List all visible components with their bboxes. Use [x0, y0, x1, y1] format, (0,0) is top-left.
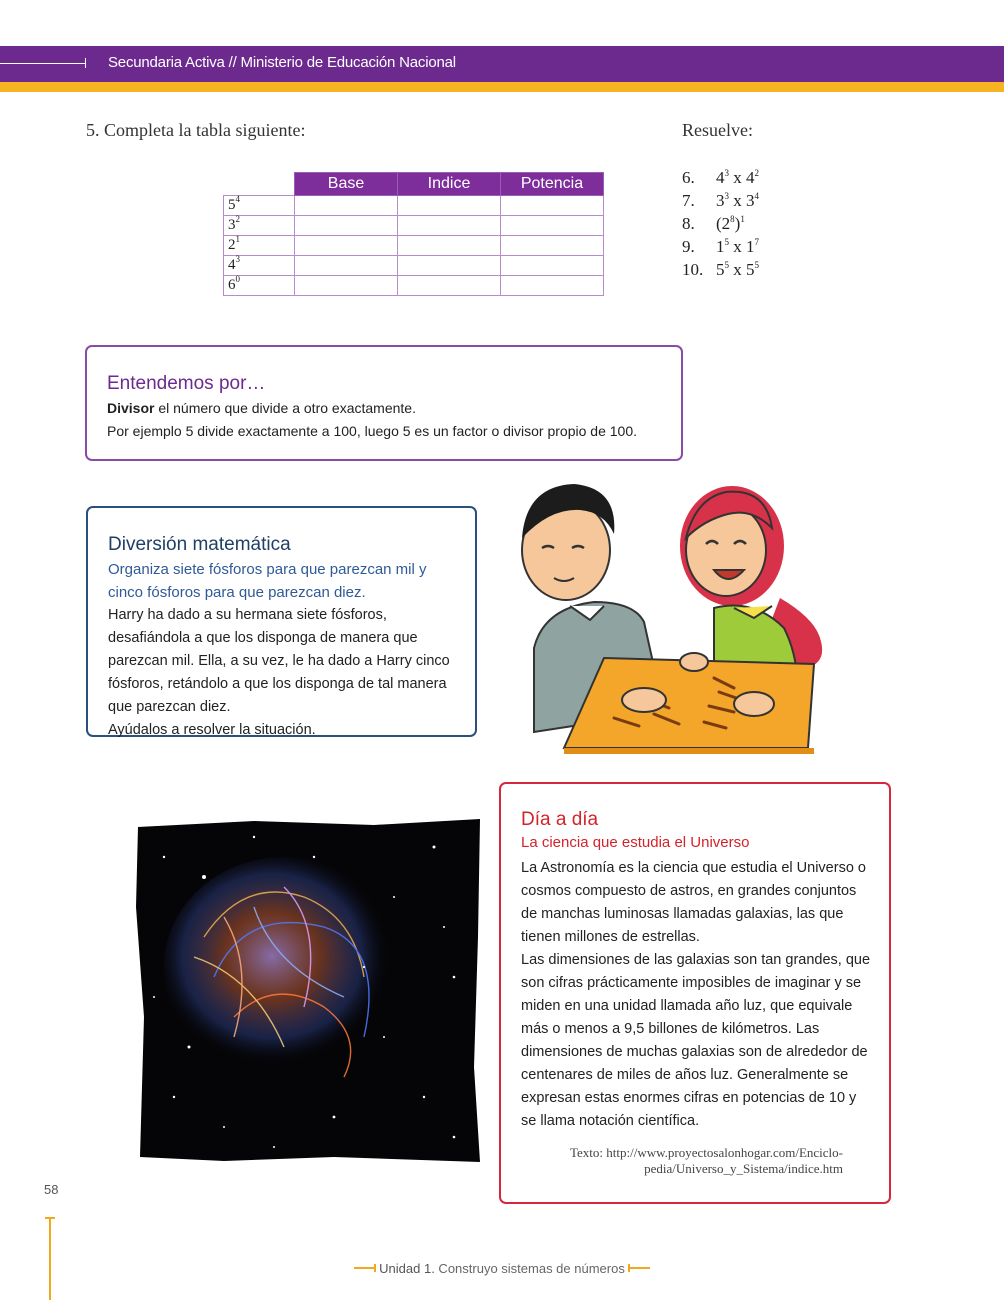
nebula-photo	[134, 817, 482, 1164]
entendemos-definition: Divisor el número que divide a otro exactamente.	[107, 400, 416, 416]
row-power: $3^2$	[224, 216, 295, 236]
page-number: 58	[44, 1182, 59, 1197]
potencia-cell[interactable]	[501, 256, 604, 276]
potencia-cell[interactable]	[501, 236, 604, 256]
table-header-row	[224, 173, 604, 196]
column-header-indice: Indice	[398, 173, 501, 196]
header-accent-stripe	[0, 82, 1004, 92]
table-row	[224, 256, 604, 276]
footer-bar-right	[628, 1267, 650, 1269]
header-title: Secundaria Activa // Ministerio de Educación Nacional	[108, 54, 456, 71]
row-power: $5^4$	[224, 196, 295, 216]
source-citation: Texto: http://www.proyectosalonhogar.com/Enciclo- pedia/Universo_y_Sistema/indice.htm	[570, 1145, 843, 1176]
indice-cell[interactable]	[398, 216, 501, 236]
footer-bar-left	[354, 1267, 376, 1269]
diversion-body: Harry ha dado a su hermana siete fósforos, desafiándola a que los disponga de manera que parezcan mil. Ella, a su vez, le ha dado a Harry cinco fósforos, retándolo a que los disponga de tal manera que parezcan diez. Ayúdalos a resolver la situación.	[108, 607, 450, 738]
list-item: 10. $5^5$ x $5^5$	[682, 260, 759, 279]
table-corner	[224, 173, 295, 196]
potencia-cell[interactable]	[501, 216, 604, 236]
entendemos-example: Por ejemplo 5 divide exactamente a 100, luego 5 es un factor o divisor propio de 100.	[107, 423, 637, 439]
indice-cell[interactable]	[398, 196, 501, 216]
table-row	[224, 236, 604, 256]
column-header-base: Base	[295, 173, 398, 196]
unit-label: Unidad 1.	[379, 1261, 435, 1276]
potencia-cell[interactable]	[501, 276, 604, 296]
unit-title: Construyo sistemas de números	[434, 1261, 625, 1276]
row-power: $6^0$	[224, 276, 295, 296]
base-cell[interactable]	[295, 276, 398, 296]
exercise-5-title: 5. Completa la tabla siguiente:	[86, 120, 306, 140]
potencia-cell[interactable]	[501, 196, 604, 216]
base-cell[interactable]	[295, 216, 398, 236]
base-cell[interactable]	[295, 256, 398, 276]
list-item: 6. $4^3$ x $4^2$	[682, 168, 759, 187]
definition-term: Divisor	[107, 400, 155, 416]
column-header-potencia: Potencia	[501, 173, 604, 196]
table-row	[224, 216, 604, 236]
dia-a-dia-title: Día a día	[521, 809, 599, 830]
paragraph: La Astronomía es la ciencia que estudia el Universo o cosmos compuesto de astros, en grandes conjuntos de manchas luminosas llamadas galaxias, las que tienen millones de estrellas.	[521, 860, 866, 945]
base-cell[interactable]	[295, 196, 398, 216]
row-power: $4^3$	[224, 256, 295, 276]
powers-table	[223, 172, 604, 296]
dia-a-dia-body	[521, 857, 871, 1133]
table-row	[224, 276, 604, 296]
list-item: 8. $(2^8)^1$	[682, 214, 745, 233]
entendemos-title: Entendemos por…	[107, 373, 266, 394]
diversion-subtitle: Organiza siete fósforos para que parezcan mil y cinco fósforos para que parezcan diez.	[108, 561, 427, 601]
table-row	[224, 196, 604, 216]
resuelve-list	[682, 166, 759, 281]
list-item: 7. $3^3$ x $3^4$	[682, 191, 759, 210]
header-rule-tick	[85, 58, 86, 68]
footer-unit	[0, 1261, 1004, 1276]
base-cell[interactable]	[295, 236, 398, 256]
indice-cell[interactable]	[398, 276, 501, 296]
diversion-title: Diversión matemática	[108, 534, 291, 555]
indice-cell[interactable]	[398, 236, 501, 256]
margin-rule	[49, 1218, 51, 1300]
children-illustration	[494, 478, 834, 758]
paragraph: Las dimensiones de las galaxias son tan grandes, que son cifras prácticamente imposibles de imaginar y se miden en una unidad llamada año luz, que equivale más o menos a 9,5 billones de kilómetros. Las dimensiones de muchas galaxias son de alrededor de centenares de miles de años luz. Generalmente se expresan estas enormes cifras en potencias de 10 y se llama notación científica.	[521, 952, 871, 1129]
list-item: 9. $1^5$ x $1^7$	[682, 237, 759, 256]
header-rule	[0, 63, 86, 64]
indice-cell[interactable]	[398, 256, 501, 276]
resuelve-title: Resuelve:	[682, 120, 753, 140]
row-power: $2^1$	[224, 236, 295, 256]
dia-a-dia-subtitle: La ciencia que estudia el Universo	[521, 834, 750, 851]
